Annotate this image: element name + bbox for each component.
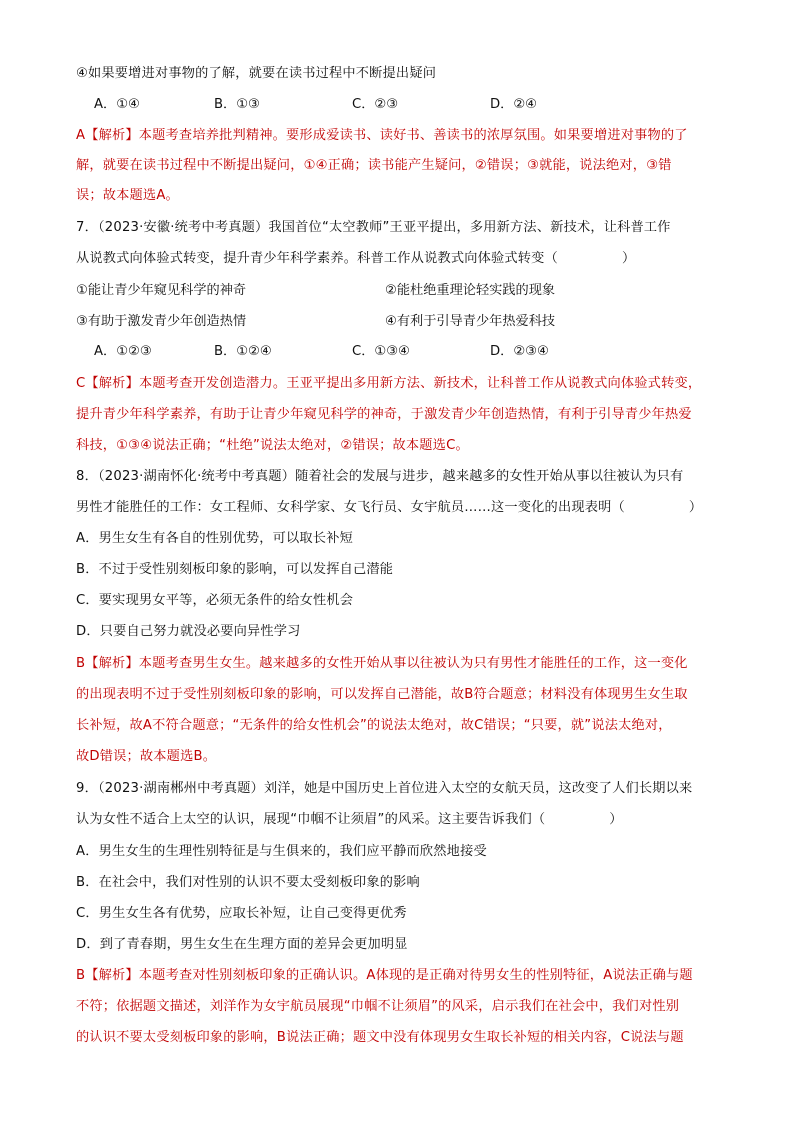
q7-option-c: C．①③④ bbox=[352, 344, 410, 359]
q6-analysis-line: A【解析】本题考查培养批判精神。要形成爱读书、读好书、善读书的浓厚氛围。如果要增进对事物的了 bbox=[76, 128, 688, 143]
q9-stem-line bbox=[76, 810, 726, 830]
q6-option-b: B．①③ bbox=[214, 97, 260, 112]
q9-option-a: A．男生女生的生理性别特征是与生俱来的，我们应平静而欣然地接受 bbox=[76, 844, 487, 859]
q8-stem-close: ） bbox=[688, 500, 703, 515]
q6-analysis-line: 解，就要在读书过程中不断提出疑问，①④正确；读书能产生疑问，②错误；③就能，说法绝对，③错 bbox=[76, 158, 672, 173]
q6-option-d: D．②④ bbox=[490, 97, 537, 112]
q9-option-d: D．到了青春期，男生女生在生理方面的差异会更加明显 bbox=[76, 937, 408, 952]
q6-option-c: C．②③ bbox=[352, 97, 399, 112]
q7-analysis-line: 科技，①③④说法正确；“杜绝”说法太绝对，②错误；故本题选C。 bbox=[76, 438, 469, 453]
q7-stem-close: ） bbox=[621, 251, 636, 266]
q7-analysis-line: 提升青少年科学素养，有助于让青少年窥见科学的神奇，于激发青少年创造热情，有利于引导青少年热爱 bbox=[76, 407, 692, 422]
q9-analysis-line: 的认识不要太受刻板印象的影响，B说法正确；题文中没有体现男女生取长补短的相关内容，C说法与题 bbox=[76, 1030, 684, 1045]
q8-analysis-line: 故D错误；故本题选B。 bbox=[76, 749, 217, 764]
q7-stem-line bbox=[76, 249, 726, 269]
q6-analysis-line: 误；故本题选A。 bbox=[76, 188, 179, 203]
q7-item-2: ②能杜绝重理论轻实践的现象 bbox=[385, 283, 556, 298]
q7-item-4: ④有利于引导青少年热爱科技 bbox=[385, 314, 556, 329]
q6-option-a: A．①④ bbox=[94, 97, 140, 112]
q6-item-4: ④如果要增进对事物的了解，就要在读书过程中不断提出疑问 bbox=[76, 66, 437, 81]
q8-stem-text: 男性才能胜任的工作：女工程师、女科学家、女飞行员、女宇航员……这一变化的出现表明（ bbox=[76, 500, 625, 515]
q8-option-a: A．男生女生有各自的性别优势，可以取长补短 bbox=[76, 531, 353, 546]
q9-analysis-line: 不符；依据题文描述，刘洋作为女宇航员展现“巾帼不让须眉”的风采，启示我们在社会中，我们对性别 bbox=[76, 999, 680, 1014]
q7-option-b: B．①②④ bbox=[214, 344, 272, 359]
q9-option-c: C．男生女生各有优势，应取长补短，让自己变得更优秀 bbox=[76, 906, 407, 921]
q9-stem-text: 认为女性不适合上太空的认识，展现“巾帼不让须眉”的风采。这主要告诉我们（ bbox=[76, 812, 546, 827]
q8-analysis-line: 长补短，故A不符合题意；“无条件的给女性机会”的说法太绝对，故C错误；“只要，就”说法太绝对， bbox=[76, 718, 672, 733]
q8-analysis-line: B【解析】本题考查男生女生。越来越多的女性开始从事以往被认为只有男性才能胜任的工作，这一变化 bbox=[76, 656, 688, 671]
q7-stem-line: 7．（2023·安徽·统考中考真题）我国首位“太空教师”王亚平提出，多用新方法、新技术，让科普工作 bbox=[76, 220, 671, 235]
q7-stem-text: 从说教式向体验式转变，提升青少年科学素养。科普工作从说教式向体验式转变（ bbox=[76, 251, 558, 266]
q7-item-3: ③有助于激发青少年创造热情 bbox=[76, 314, 247, 329]
q9-stem-line: 9．（2023·湖南郴州中考真题）刘洋，她是中国历史上首位进入太空的女航天员，这改变了人们长期以来 bbox=[76, 781, 693, 796]
q9-analysis-line: B【解析】本题考查对性别刻板印象的正确认识。A体现的是正确对待男女生的性别特征，A说法正确与题 bbox=[76, 968, 693, 983]
q9-stem-close: ） bbox=[609, 812, 623, 827]
q8-stem-line: 8．（2023·湖南怀化·统考中考真题）随着社会的发展与进步，越来越多的女性开始从事以往被认为只有 bbox=[76, 469, 684, 484]
q7-item-1: ①能让青少年窥见科学的神奇 bbox=[76, 283, 247, 298]
q8-option-d: D．只要自己努力就没必要向异性学习 bbox=[76, 624, 301, 639]
q9-option-b: B．在社会中，我们对性别的认识不要太受刻板印象的影响 bbox=[76, 875, 420, 890]
q7-option-d: D．②③④ bbox=[490, 344, 549, 359]
q8-analysis-line: 的出现表明不过于受性别刻板印象的影响，可以发挥自己潜能，故B符合题意；材料没有体现男生女生取 bbox=[76, 687, 688, 702]
q8-stem-line bbox=[76, 498, 726, 518]
q8-option-b: B．不过于受性别刻板印象的影响，可以发挥自己潜能 bbox=[76, 562, 394, 577]
q7-analysis-line: C【解析】本题考查开发创造潜力。王亚平提出多用新方法、新技术，让科普工作从说教式向体验式转变， bbox=[76, 376, 702, 391]
q8-option-c: C．要实现男女平等，必须无条件的给女性机会 bbox=[76, 593, 354, 608]
q7-option-a: A．①②③ bbox=[94, 344, 152, 359]
